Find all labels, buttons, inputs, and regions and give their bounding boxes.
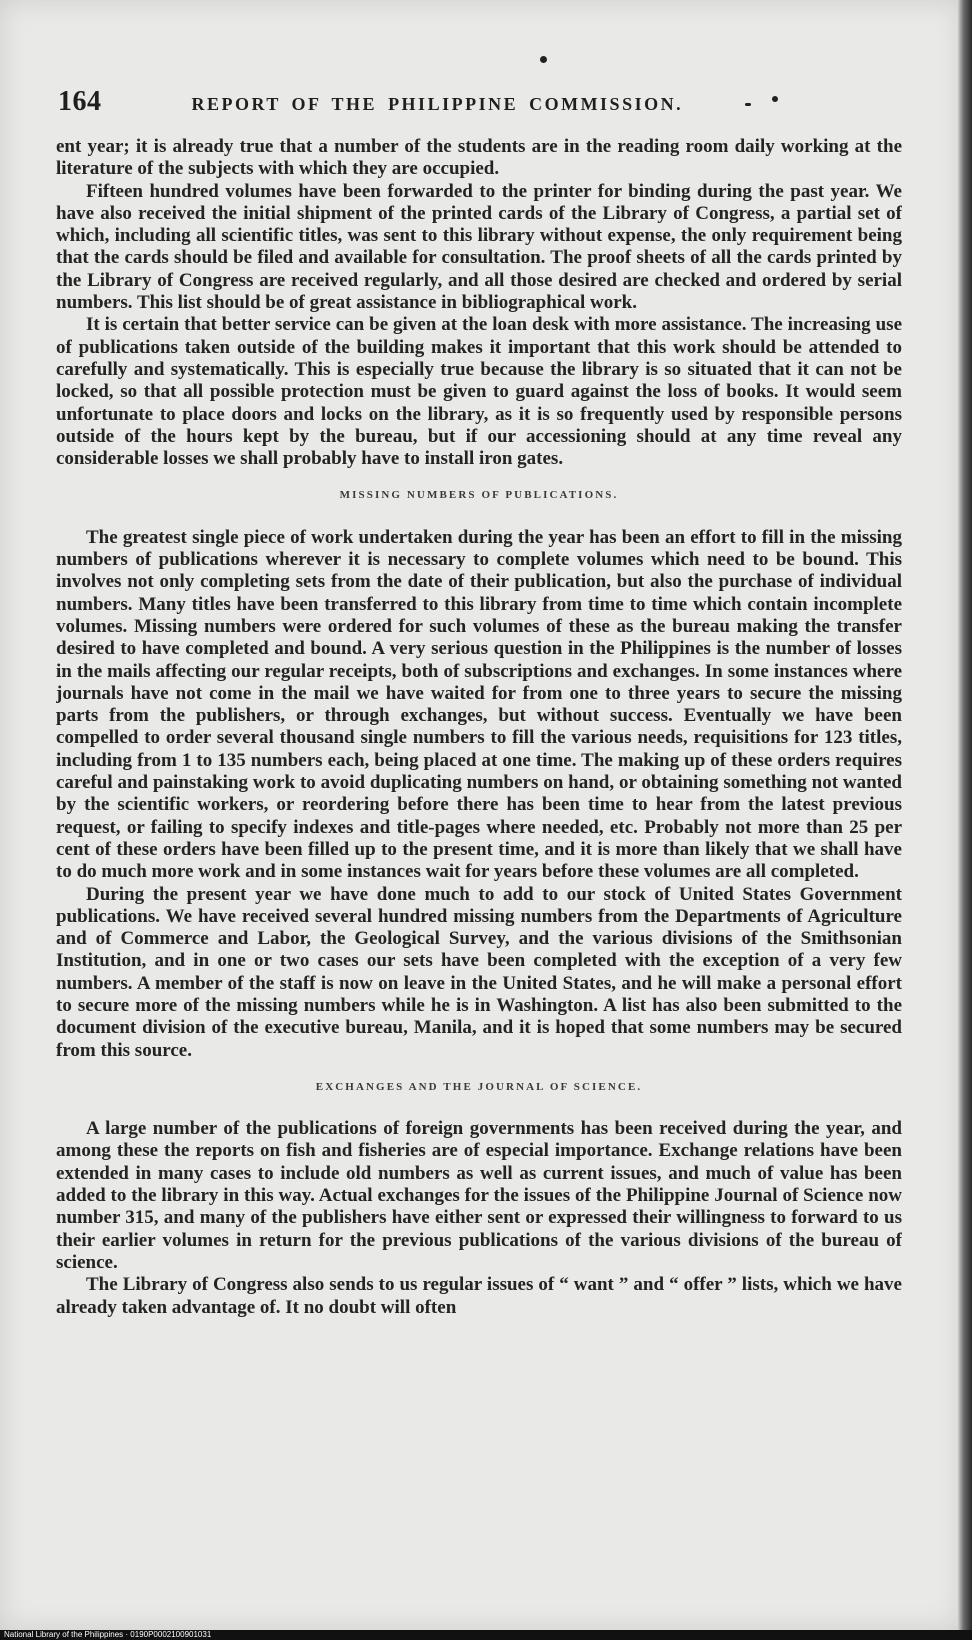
scan-footer: National Library of the Philippines · 0190P0002100901031 xyxy=(0,1630,972,1640)
page-header xyxy=(58,86,896,126)
running-head: REPORT OF THE PHILIPPINE COMMISSION. xyxy=(191,94,684,114)
paragraph: It is certain that better service can be given at the loan desk with more assistance. The increasing use of publications taken outside of the building makes it important that this work should be attended to carefully and systematically. This is especially true because the library is so situated that it can not be locked, so that all possible protection must be given to guard against the loss of books. It would seem unfortunate to place doors and locks on the library, as it is so frequently used by responsible persons outside of the hours kept by the bureau, but if our accessioning should at any time reveal any considerable losses we shall probably have to install iron gates. xyxy=(56,314,902,470)
ink-speck xyxy=(540,56,547,63)
paragraph: During the present year we have done much to add to our stock of United States Government publications. We have received several hundred missing numbers from the Departments of Agriculture and of Commerce and Labor, the Geological Survey, and the various divisions of the Smithsonian Institution, and in one or two cases our sets have been completed with the exception of a very few numbers. A member of the staff is now on leave in the United States, and he will make a personal effort to secure more of the missing numbers while he is in Washington. A list has also been submitted to the document division of the executive bureau, Manila, and it is hoped that some numbers may be secured from this source. xyxy=(56,883,902,1061)
section-heading: MISSING NUMBERS OF PUBLICATIONS. xyxy=(339,489,619,502)
page-number: 164 xyxy=(58,86,102,117)
paragraph: A large number of the publications of foreign governments has been received during the year, and among these the reports on fish and fisheries are of especial importance. Exchange relations have been extended in many cases to include old numbers as well as current issues, and much of value has been added to the library in this way. Actual exchanges for the issues of the Philippine Journal of Science now number 315, and many of the publishers have either sent or expressed their willingness to forward to us their earlier volumes in return for the previous publications of the various divisions of the bureau of science. xyxy=(56,1118,902,1273)
page-body xyxy=(56,136,902,1611)
paragraph: The Library of Congress also sends to us regular issues of “ want ” and “ offer ” lists, which we have already taken advantage of. It no doubt will often xyxy=(56,1274,902,1318)
section-heading: EXCHANGES AND THE JOURNAL OF SCIENCE. xyxy=(315,1080,643,1093)
scan-edge xyxy=(958,0,972,1640)
paragraph: The greatest single piece of work undertaken during the year has been an effort to fill in the missing numbers of publications wherever it is necessary to complete volumes which need to be bound. This involves not only completing sets from the date of their publication, but also the purchase of individual numbers. Many titles have been transferred to this library from time to time which contain incomplete volumes. Missing numbers were ordered for such volumes of these as the bureau making the transfer desired to have completed and bound. A very serious question in the Philippines is the number of losses in the mails affecting our regular receipts, both of subscriptions and exchanges. In some instances where journals have not come in the mail we have waited for from one to three years to secure the missing parts from the publishers, or through exchanges, but without success. Eventually we have been compelled to order several thousand single numbers to fill the various needs, requisitions for 123 titles, including from 1 to 135 numbers each, being placed at one time. The making up of these orders requires careful and painstaking work to avoid duplicating numbers on hand, or obtaining something not wanted by the scientific workers, or reordering before there has been time to hear from the latest previous request, or failing to specify indexes and title-pages where needed, etc. Probably not more than 25 per cent of these orders have been filled up to the present time, and it is more than likely that we shall have to do much more work and in some instances wait for years before these volumes are all completed. xyxy=(56,526,902,883)
paragraph: ent year; it is already true that a number of the students are in the reading room daily working at the literature of the subjects with which they are occupied. xyxy=(56,136,902,180)
paragraph: Fifteen hundred volumes have been forwarded to the printer for binding during the past year. We have also received the initial shipment of the printed cards of the Library of Congress, a partial set of which, including all scientific titles, was sent to this library without expense, the only requirement being that the cards should be filed and available for consultation. The proof sheets of all the cards printed by the Library of Congress are received regularly, and all those desired are checked and ordered by serial numbers. This list should be of great assistance in bibliographical work. xyxy=(56,180,902,314)
